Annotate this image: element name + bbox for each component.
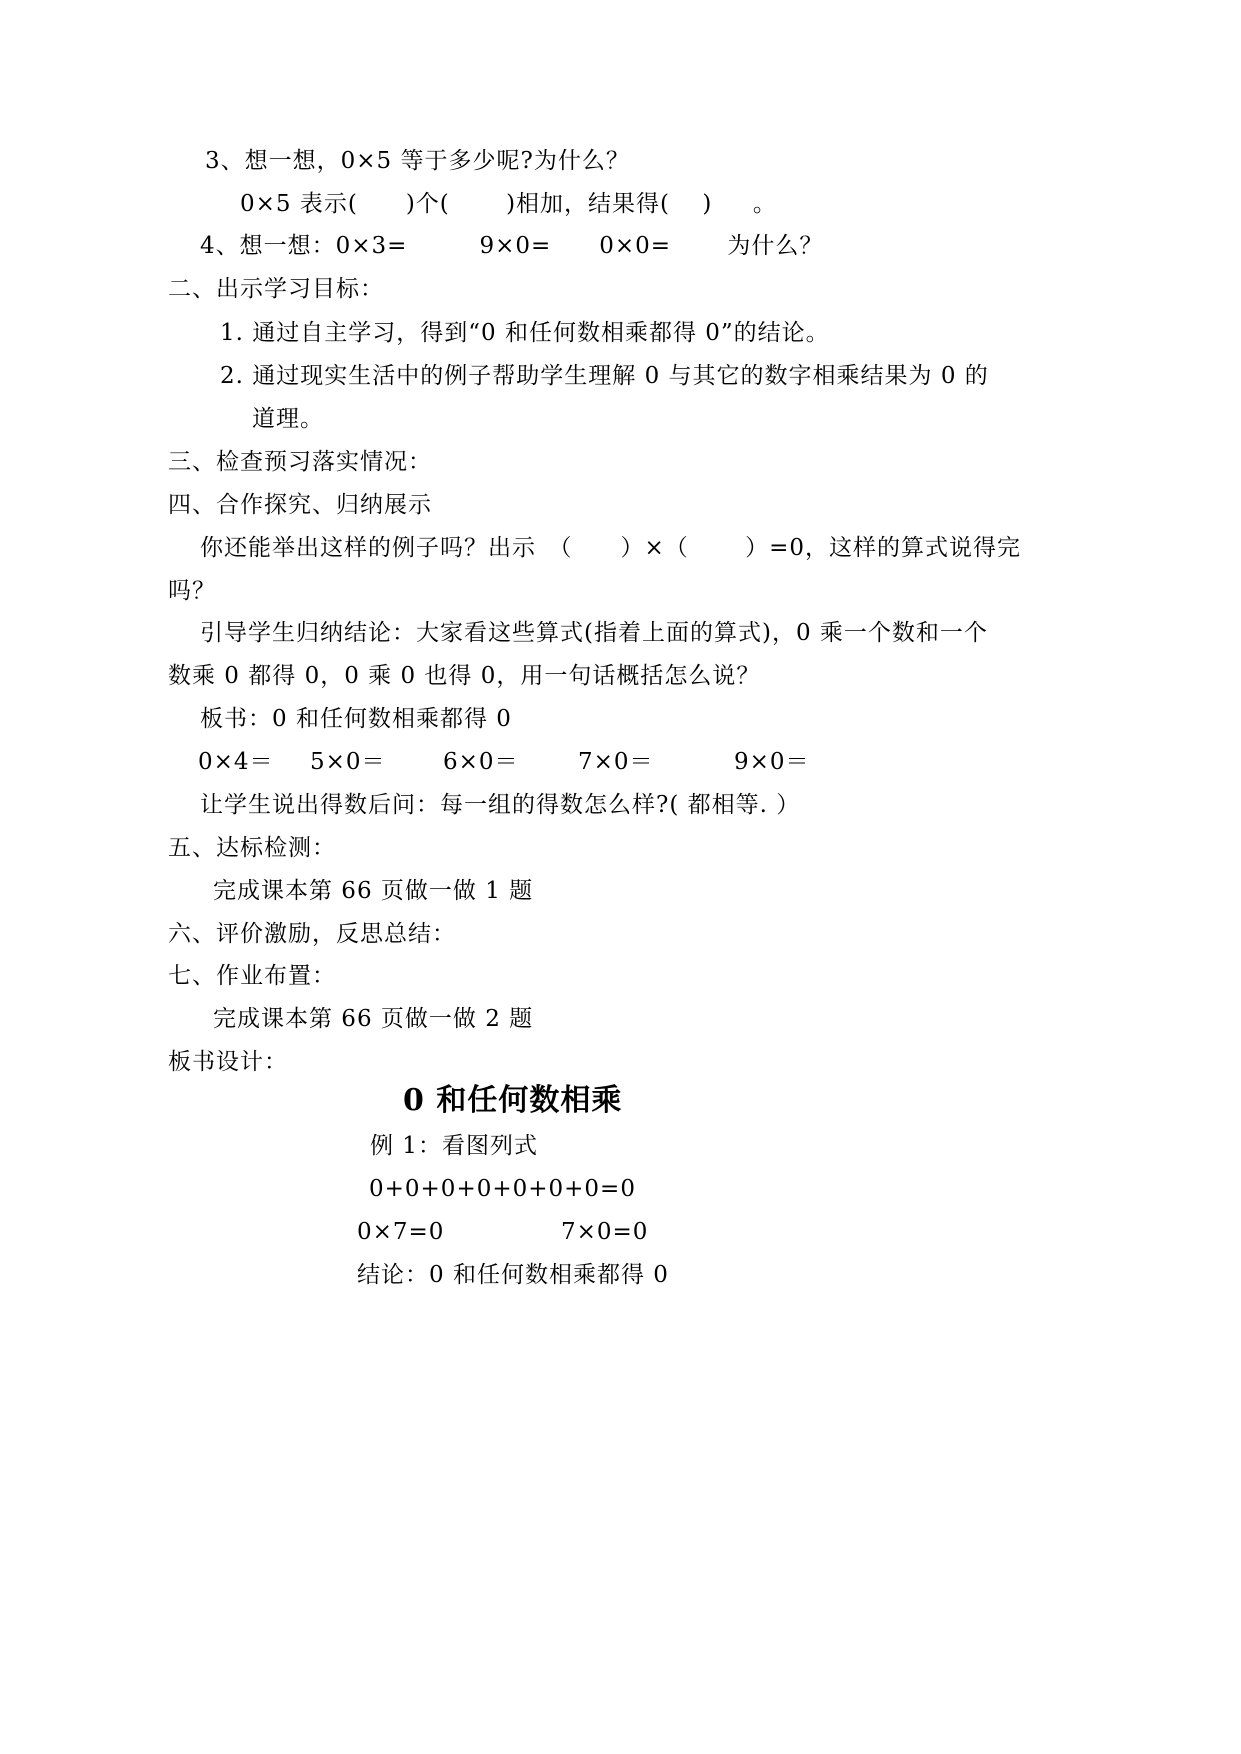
section-2-heading: 二、出示学习目标： [168,276,384,302]
section-4-paragraph-2: 引导学生归纳结论：大家看这些算式(指着上面的算式)，0 乘一个数和一个 [200,620,988,646]
section-7-task: 完成课本第 66 页做一做 2 题 [213,1006,534,1032]
section-6-heading: 六、评价激励，反思总结： [168,921,456,947]
board-product-a: 0×7=0 [357,1219,445,1245]
goal-2-continuation: 道理。 [252,406,324,432]
section-3-heading: 三、检查预习落实情况： [168,449,432,475]
equation-2: 5×0＝ [310,749,386,775]
section-4-paragraph-1-continuation: 吗？ [168,578,216,604]
equation-4: 7×0＝ [578,749,654,775]
board-sum: 0+0+0+0+0+0+0=0 [369,1176,636,1202]
board-design-heading: 板书设计： [168,1049,288,1075]
goal-2: 2. 通过现实生活中的例子帮助学生理解 0 与其它的数字相乘结果为 0 的 [220,363,989,389]
board-title: 0 和任何数相乘 [403,1083,623,1118]
question-4: 4、想一想：0×3= 9×0= 0×0= 为什么？ [200,233,824,259]
section-5-task: 完成课本第 66 页做一做 1 题 [213,878,534,904]
section-4-paragraph-1: 你还能举出这样的例子吗？出示 （ ）×（ ）=0，这样的算式说得完 [200,535,1021,561]
equation-5: 9×0＝ [734,749,810,775]
section-4-paragraph-2-continuation: 数乘 0 都得 0，0 乘 0 也得 0，用一句话概括怎么说？ [168,663,761,689]
section-4-heading: 四、合作探究、归纳展示 [168,492,432,518]
board-conclusion: 结论：0 和任何数相乘都得 0 [357,1262,669,1288]
board-example: 例 1：看图列式 [370,1133,538,1159]
equation-3: 6×0＝ [443,749,519,775]
follow-up-question: 让学生说出得数后问：每一组的得数怎么样?( 都相等. ） [200,792,801,818]
board-product-b: 7×0=0 [561,1219,649,1245]
goal-1: 1. 通过自主学习，得到“0 和任何数相乘都得 0”的结论。 [220,320,830,346]
blackboard-note: 板书：0 和任何数相乘都得 0 [200,706,512,732]
section-5-heading: 五、达标检测： [168,835,336,861]
question-3: 3、想一想，0×5 等于多少呢?为什么？ [205,148,630,174]
equation-1: 0×4＝ [198,749,274,775]
question-3-fill-in: 0×5 表示( )个( )相加，结果得( ) 。 [240,191,777,217]
section-7-heading: 七、作业布置： [168,963,336,989]
